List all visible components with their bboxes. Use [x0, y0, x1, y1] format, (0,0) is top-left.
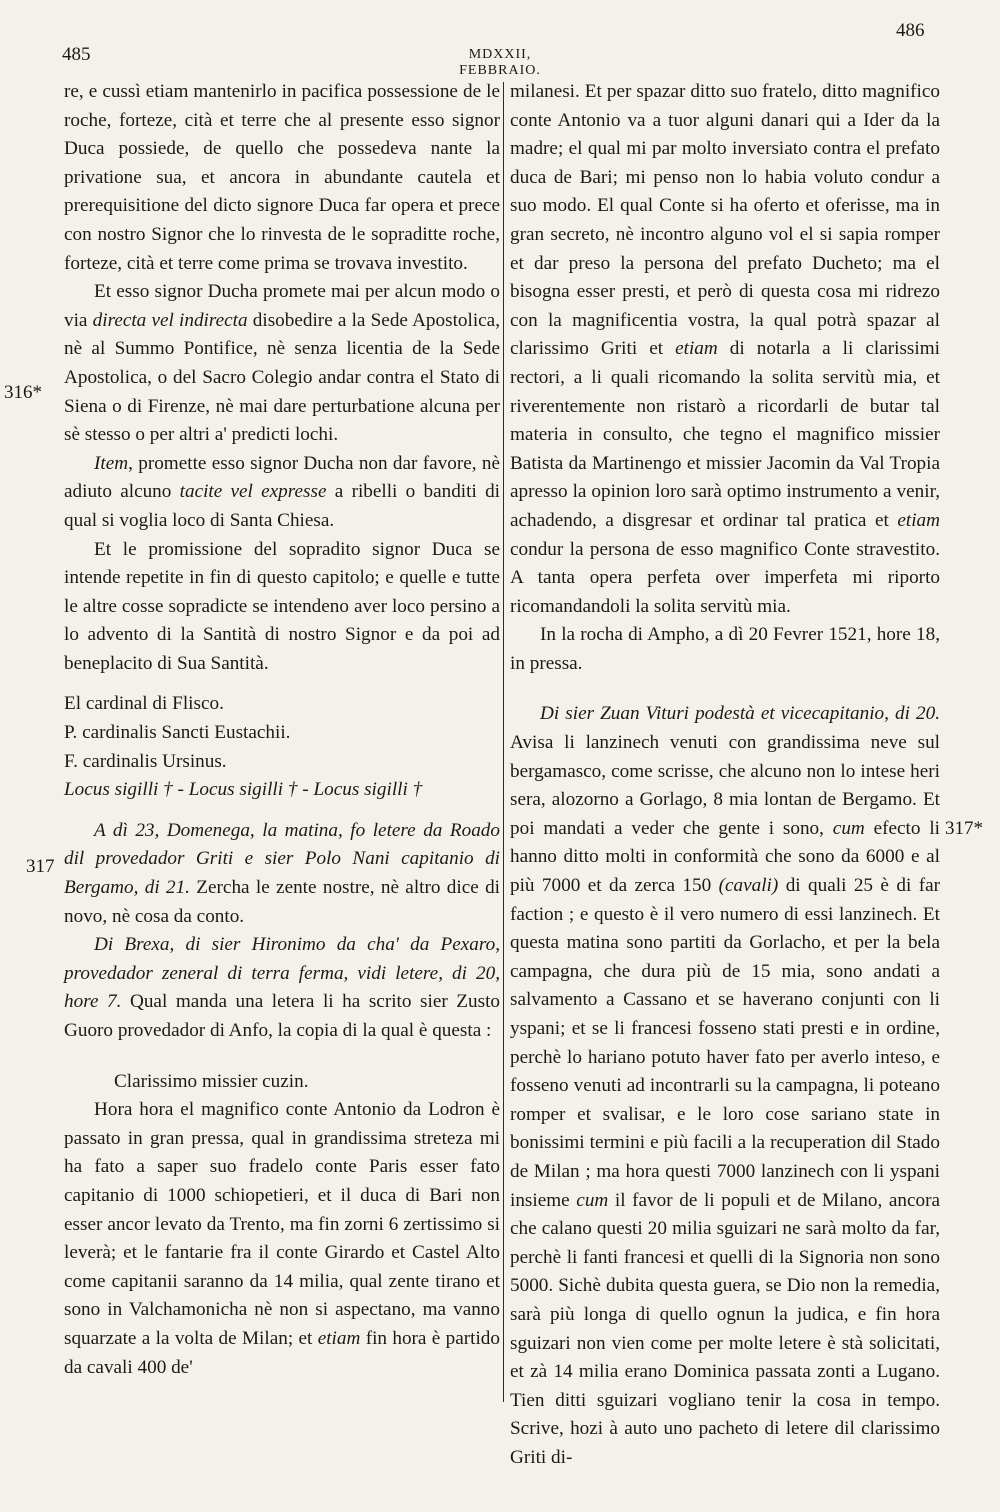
page-number-left: 485	[62, 44, 91, 65]
text: Zercha le zente nostre, nè altro dice di novo, nè cosa da conto.	[64, 877, 500, 927]
signature-line: El cardinal di Flisco.	[64, 693, 224, 715]
italic-text: cum	[576, 1189, 609, 1211]
italic-text: etiam	[317, 1327, 361, 1349]
column-divider	[503, 82, 504, 1402]
italic-text: (cavali)	[718, 875, 779, 897]
italic-text: Di Brexa, di sier Hironimo da cha' da Pexaro, provedador zeneral di terra ferma, vidi letere, di 20, hore 7.	[64, 934, 500, 1013]
italic-text: etiam	[897, 509, 940, 531]
text: di quali 25 è di far faction ; e questo è il vero numero di essi lanzinech. Et questa matina sono partiti da Gorlacho, et per la bela campagna, che dura più de 15 mia, sono andati a salvamento a Cassano et se haverano conjunti con li yspani; et se li francesi fosseno stati presti e in ordine, perchè lo hariano potuto haver fato per averlo inteso, e fosseno venuti ad incontrarli su la campagna, li poteano romper et svalisar, e le loro cose sariano state in bonissimi termini e più facili a la recuperation dil Stado de Milan ; ma hora questi 7000 lanzinech con li yspani insieme	[510, 875, 941, 1211]
text: il favor de li populi et de Milano, ancora che calano questi 20 milia sguizari ne sarà molto da far, perchè li fanti francesi et quelli di la Signoria non sono 5000. Sichè dubita questa guera, se Dio non la remedia, sarà più longa di quello ognun la judica, e fin hora sguizari non vien come per molte letere è stà solicitati, et zà 14 milia erano Dominica passata zonti a Lugano. Tien ditti sguizari vogliano tenir la cosa in tempo. Scrive, hozi à auto uno pacheto di letere dil clarissimo Griti di-	[510, 1189, 940, 1468]
text: disobedire a la Sede Apostolica, nè al Summo Pontifice, nè senza licentia de la Sede Apostolica, o del Sacro Colegio andar contra el Stato di Siena o di Firenze, nè mai dare perturbatione alcuna per sè stesso o per altri a' predicti lochi.	[64, 309, 500, 446]
left-column	[64, 78, 500, 1382]
italic-text: directa vel indirecta	[92, 309, 248, 331]
paragraph	[510, 78, 940, 621]
paragraph	[64, 817, 500, 931]
italic-text: Locus sigilli † - Locus sigilli † - Locus sigilli †	[64, 779, 423, 801]
signature-line: F. cardinalis Ursinus.	[64, 750, 227, 772]
text: efecto li hanno ditto molti in conformità che sono da 6000 e al più 7000 et da zerca 150	[510, 817, 940, 897]
right-column	[510, 78, 940, 1473]
italic-text: A dì 23, Domenega, la matina, fo letere da Roado dil provedador Griti e sier Polo Nani capitanio di Bergamo, di 21.	[64, 819, 500, 899]
text: In la rocha di Ampho, a dì 20 Fevrer 1521, hore 18, in pressa.	[510, 624, 940, 674]
seal-line	[64, 776, 500, 805]
margin-note-317-right: 317*	[945, 818, 983, 839]
text: Hora hora el magnifico conte Antonio da Lodron è passato in gran pressa, qual in grandissima streteza mi ha fato a saper suo fradelo conte Paris esser fato capitanio di 1000 schiopetieri, et il duca di Bari non esser ancor levato da Trento, ma fin zorni 6 zertissimo si leverà; et le fantarie fra il conte Girardo et Castel Alto come capitanii saranno da 14 milia, qual zente tirano et sono in Valchamonicha nè non si aspectano, ma vanno squarzate a la volta de Milan; et	[64, 1099, 500, 1349]
text: Avisa li lanzinech venuti con grandissima neve sul bergamasco, come scrisse, che alcuno non lo intese heri sera, alozorno a Gorlago, 8 mia lontan de Bergamo. Et poi mandati a veder che gente i sono,	[510, 732, 940, 839]
page-number-right: 486	[896, 20, 925, 41]
text: fin hora è partido da cavali 400 de'	[64, 1327, 500, 1378]
paragraph	[64, 450, 500, 536]
signature-line: P. cardinalis Sancti Eustachii.	[64, 722, 291, 744]
italic-text: cum	[832, 817, 865, 839]
text: , promette esso signor Ducha non dar favore, nè adiuto alcuno	[64, 452, 500, 503]
margin-note-316: 316*	[4, 382, 42, 403]
text: milanesi. Et per spazar ditto suo fratelo, ditto magnifico conte Antonio va a tuor alguni danari qui a Ider da la madre; el qual mi par molto inversiato contra el prefato duca de Bari; mi penso non lo habia voluto condur a suo modo. El qual Conte si ha oferto et oferisse, ma in gran secreto, nè incontro alguno vol el si sapia romper et dar preso la persona del prefato Ducheto; ma el bisogna esser presti, et però di questa cosa mi ridrezo con la magnificentia vostra, la qual potrà spazar al clarissimo Griti et	[510, 81, 940, 360]
text: di notarla a li clarissimi rectori, a li quali ricomando la solita servitù mia, et riverentemente non ristarò a ricordarli de butar tal materia in consulto, che tegno el magnifico missier Batista da Martinengo et missier Jacomin da Val Tropia apresso la opinion loro sarà optimo instrumento a venir, achadendo, a disgresar et ordinar tal pratica et	[510, 338, 940, 531]
italic-text: Di sier Zuan Vituri podestà et vicecapitanio, di 20.	[540, 703, 940, 725]
text: Qual manda una letera li ha scrito sier Zusto Guoro provedador di Anfo, la copia di la qual è questa :	[64, 991, 500, 1041]
paragraph	[64, 536, 500, 679]
text: re, e cussì etiam mantenirlo in pacifica possessione de le roche, forteze, cità et terre che al presente esso signor Duca possiede, de quello che possedeva nante la privatione sua, et ancora in abundante cautela et prerequisitione del dicto signore Duca far opera et prece con nostro Signor che lo rinvesta de le sopraditte roche, forteze, cità et terre come prima se trovava investito.	[64, 81, 500, 274]
paragraph	[64, 1096, 500, 1382]
italic-text: Item	[94, 452, 129, 474]
running-title: MDXXII, FEBBRAIO.	[459, 47, 541, 78]
italic-text: etiam	[675, 338, 718, 360]
paragraph	[64, 931, 500, 1045]
text: condur la persona de esso magnifico Conte stravestito. A tanta opera perfeta over imperfeta mi riporto ricomandandoli la solita servitù mia.	[510, 538, 940, 617]
paragraph	[64, 78, 500, 278]
salutation: Clarissimo missier cuzin.	[114, 1070, 309, 1092]
text: a ribelli o banditi di qual si voglia loco di Santa Chiesa.	[64, 481, 500, 531]
text: Et le promissione del sopradito signor Duca se intende repetite in fin di questo capitolo; e quelle e tutte le altre cosse sopradicte se intendeno aver loco persino a lo advento di la Santità di nostro Signor e da poi ad beneplacito di Sua Santità.	[64, 538, 500, 674]
margin-note-317-left: 317	[26, 856, 55, 877]
paragraph	[510, 700, 940, 1472]
text: Et esso signor Ducha promete mai per alcun modo o via	[64, 281, 500, 331]
paragraph	[64, 278, 500, 450]
paragraph	[510, 621, 940, 678]
italic-text: tacite vel expresse	[179, 481, 327, 503]
